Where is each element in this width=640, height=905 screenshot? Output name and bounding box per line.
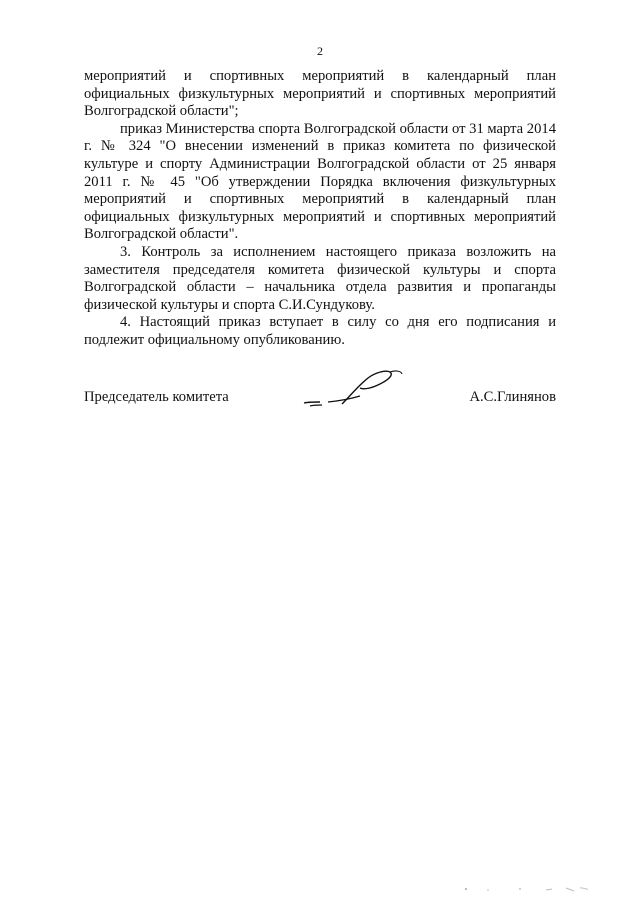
paragraph-item-4: 4. Настоящий приказ вступает в силу со дня его подписания и подлежит официальному опубликованию. bbox=[84, 314, 556, 348]
paragraph-continuation: мероприятий и спортивных мероприятий в календарный план официальных физкультурных мероприятий и спортивных мероприятий Волгоградской области"; bbox=[84, 68, 556, 120]
signatory-title: Председатель комитета bbox=[84, 389, 229, 405]
signature-block bbox=[84, 389, 556, 409]
scan-artifact-marks bbox=[462, 884, 602, 894]
page-number: 2 bbox=[317, 44, 323, 58]
paragraph-order-reference: приказ Министерства спорта Волгоградской области от 31 марта 2014 г. № 324 "О внесении изменений в приказ комитета по физической культуре и спорту Администрации Волгоградской области от 25 января 2011 г. № 45 "Об утверждении Порядка включения физкультурных мероприятий и спортивных мероприятий в календарный план официальных физкультурных мероприятий и спортивных мероприятий Волгоградской области". bbox=[84, 120, 556, 243]
paragraph-item-3: 3. Контроль за исполнением настоящего приказа возложить на заместителя председателя комитета физической культуры и спорта Волгоградской области – начальника отдела развития и пропаганды физической культуры и спорта С.И.Сундукову. bbox=[84, 243, 556, 313]
signatory-name: А.С.Глинянов bbox=[469, 389, 556, 405]
document-body bbox=[84, 68, 556, 350]
